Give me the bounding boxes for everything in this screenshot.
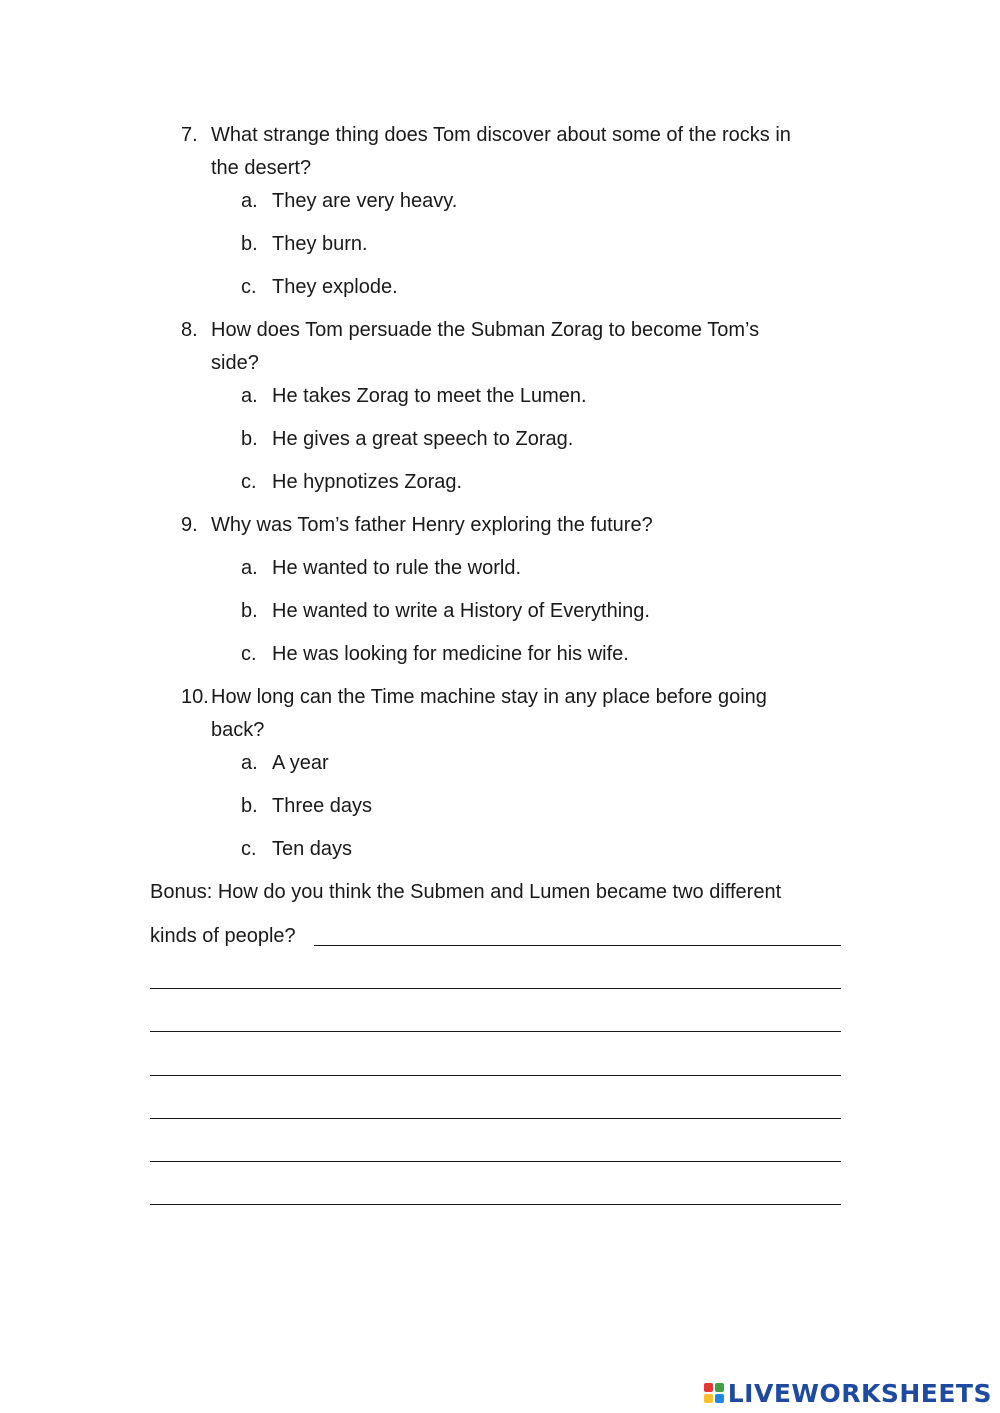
option-text[interactable]: He hypnotizes Zorag. <box>272 471 463 493</box>
option-letter: b. <box>241 795 258 817</box>
answer-line[interactable] <box>150 1118 841 1119</box>
option-text[interactable]: A year <box>272 752 329 774</box>
option-text[interactable]: He takes Zorag to meet the Lumen. <box>272 385 587 407</box>
bonus-text: kinds of people? <box>150 925 296 947</box>
question-text: the desert? <box>211 157 312 179</box>
option-letter: b. <box>241 233 258 255</box>
answer-line[interactable] <box>150 1161 841 1162</box>
question-text: side? <box>211 352 259 374</box>
logo-square <box>704 1383 713 1392</box>
option-letter: c. <box>241 643 257 665</box>
option-text[interactable]: They explode. <box>272 276 398 298</box>
option-letter: c. <box>241 471 257 493</box>
question-text: How does Tom persuade the Subman Zorag to become Tom’s <box>211 319 760 341</box>
logo-text: LIVEWORKSHEETS <box>727 1378 992 1408</box>
option-text[interactable]: They are very heavy. <box>272 190 458 212</box>
option-letter: b. <box>241 600 258 622</box>
question-number: 10. <box>181 686 209 708</box>
answer-line[interactable] <box>150 988 841 989</box>
question-text: back? <box>211 719 265 741</box>
question-text: What strange thing does Tom discover about some of the rocks in <box>211 124 791 146</box>
logo-square <box>704 1394 713 1403</box>
option-letter: a. <box>241 557 258 579</box>
option-text[interactable]: He wanted to rule the world. <box>272 557 522 579</box>
option-text[interactable]: Ten days <box>272 838 353 860</box>
bonus-text: Bonus: How do you think the Submen and Lumen became two different <box>150 881 782 903</box>
option-letter: a. <box>241 385 258 407</box>
question-number: 7. <box>181 124 198 146</box>
question-text: Why was Tom’s father Henry exploring the future? <box>211 514 653 536</box>
logo-square <box>715 1383 724 1392</box>
option-letter: a. <box>241 752 258 774</box>
option-letter: b. <box>241 428 258 450</box>
option-text[interactable]: He was looking for medicine for his wife. <box>272 643 629 665</box>
logo-grid-icon <box>704 1383 724 1403</box>
answer-line[interactable] <box>150 1204 841 1205</box>
option-text[interactable]: He wanted to write a History of Everything. <box>272 600 650 622</box>
option-text[interactable]: He gives a great speech to Zorag. <box>272 428 574 450</box>
question-number: 9. <box>181 514 198 536</box>
option-letter: a. <box>241 190 258 212</box>
option-letter: c. <box>241 276 257 298</box>
question-text: How long can the Time machine stay in any place before going <box>211 686 767 708</box>
option-letter: c. <box>241 838 257 860</box>
answer-line[interactable] <box>150 1075 841 1076</box>
answer-line[interactable] <box>314 945 841 946</box>
option-text[interactable]: Three days <box>272 795 373 817</box>
question-number: 8. <box>181 319 198 341</box>
liveworksheets-logo <box>704 1376 992 1410</box>
answer-line[interactable] <box>150 1031 841 1032</box>
option-text[interactable]: They burn. <box>272 233 368 255</box>
logo-square <box>715 1394 724 1403</box>
